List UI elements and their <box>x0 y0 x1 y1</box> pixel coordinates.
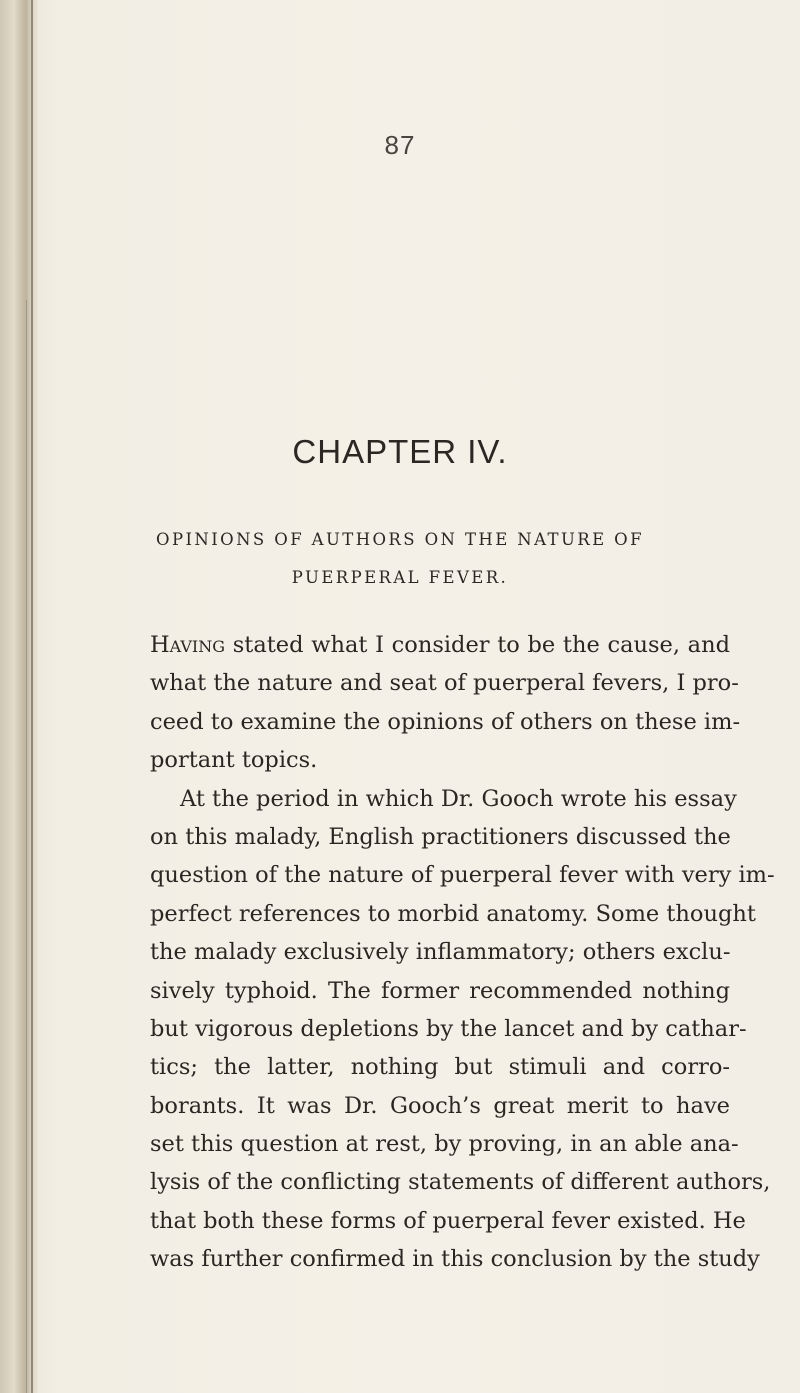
body-text <box>150 626 775 1279</box>
paragraph-2-line-2: on this malady, English practitioners discussed the <box>150 823 731 850</box>
paragraph-2-line-13: was further confirmed in this conclusion by the study <box>150 1246 760 1273</box>
chapter-title: CHAPTER IV. <box>292 433 508 470</box>
paragraph-2-line-4: perfect references to morbid anatomy. Some thought <box>150 900 756 927</box>
chapter-subtitle-line-2: PUERPERAL FEVER. <box>291 568 509 587</box>
paragraph-2-line-8: tics; the latter, nothing but stimuli and corro- <box>150 1054 730 1081</box>
paragraph-2-line-11: lysis of the conflicting statements of different authors, <box>150 1169 771 1196</box>
paragraph-1-lead-word: Having <box>150 632 226 658</box>
paragraph-2-line-1: At the period in which Dr. Gooch wrote his essay <box>180 785 737 812</box>
paragraph-2-line-12: that both these forms of puerperal fever existed. He <box>150 1207 746 1234</box>
paragraph-1-line-1-text: stated what I consider to be the cause, and <box>225 632 730 658</box>
paragraph-2-line-7: but vigorous depletions by the lancet and by cathar- <box>150 1015 747 1042</box>
gutter-shadow-line <box>31 0 33 1393</box>
page-number: 87 <box>384 130 416 160</box>
paragraph-2-line-9: borants. It was Dr. Gooch’s great merit to have <box>150 1092 730 1119</box>
paragraph-2-line-10: set this question at rest, by proving, in an able ana- <box>150 1131 739 1158</box>
paragraph-2-line-6: sively typhoid. The former recommended nothing <box>150 977 730 1004</box>
paragraph-2-line-3: question of the nature of puerperal fever with very im- <box>150 862 775 889</box>
chapter-subtitle-line-1: OPINIONS OF AUTHORS ON THE NATURE OF <box>156 530 644 549</box>
paragraph-1-line-4: portant topics. <box>150 747 318 774</box>
paragraph-1-line-1 <box>150 626 730 664</box>
paragraph-2-line-5: the malady exclusively inflammatory; others exclu- <box>150 939 731 966</box>
paragraph-1-line-2: what the nature and seat of puerperal fevers, I pro- <box>150 670 739 697</box>
paragraph-1-line-3: ceed to examine the opinions of others on these im- <box>150 708 741 735</box>
